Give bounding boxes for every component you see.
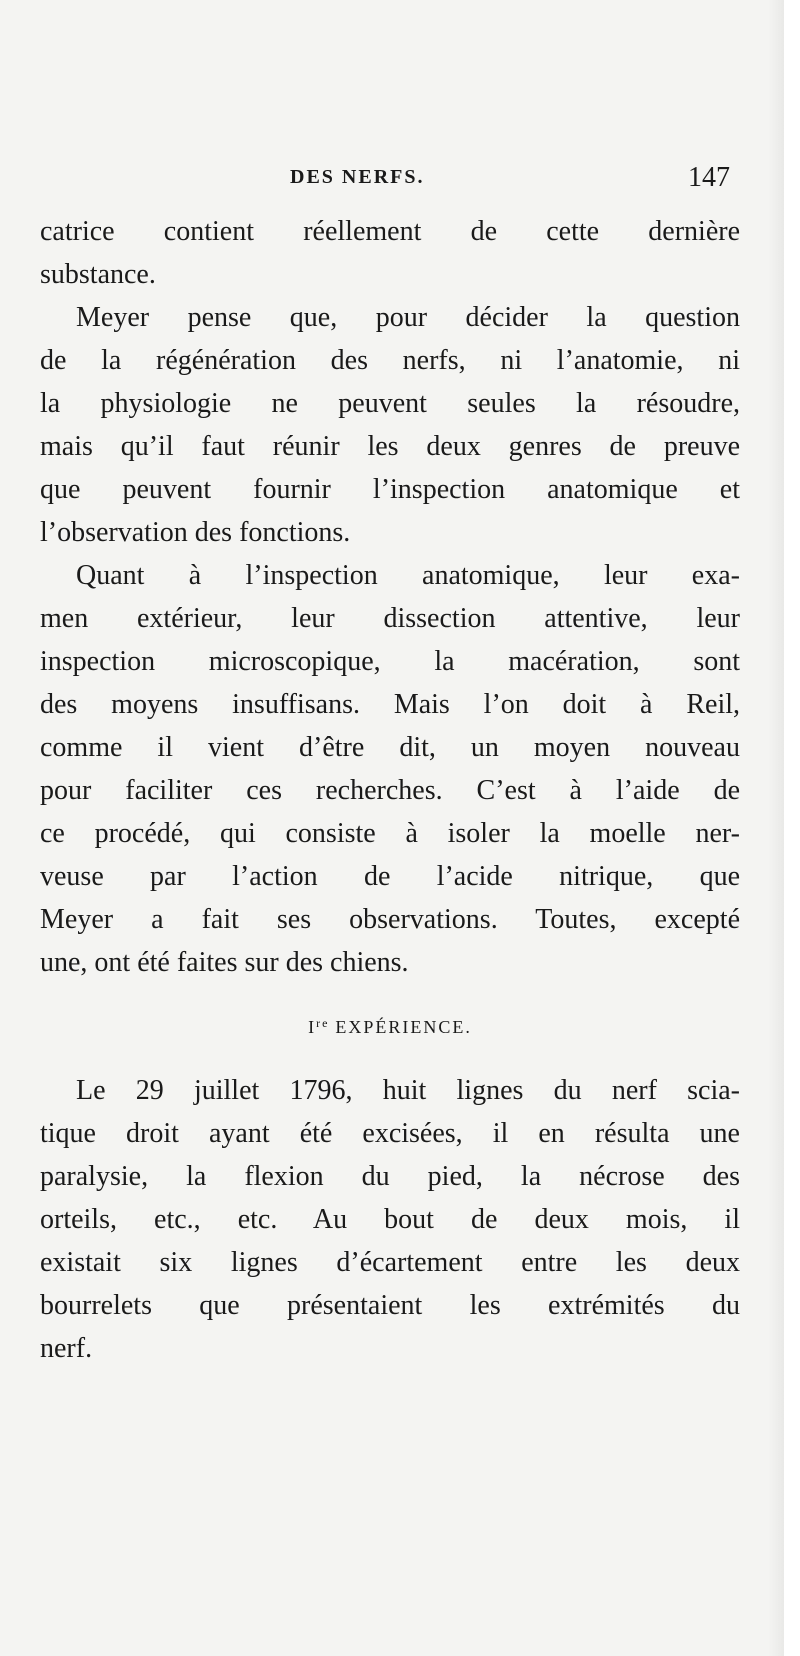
text-line: comme il vient d’être dit, un moyen nouveau [40, 732, 740, 763]
text-line: Meyer pense que, pour décider la question [76, 302, 740, 333]
text-line: Quant à l’inspection anatomique, leur exa- [76, 560, 740, 591]
text-line: Meyer a fait ses observations. Toutes, excepté [40, 904, 740, 935]
text-line: tique droit ayant été excisées, il en résulta une [40, 1118, 740, 1149]
heading-superscript: re [316, 1016, 330, 1030]
text-line: que peuvent fournir l’inspection anatomique et [40, 474, 740, 505]
text-line: inspection microscopique, la macération, sont [40, 646, 740, 677]
section-heading [40, 1002, 740, 1045]
paragraph-inspection [40, 554, 740, 984]
heading-text: EXPÉRIENCE. [335, 1017, 472, 1037]
text-line: la physiologie ne peuvent seules la résoudre, [40, 388, 740, 419]
text-line: ce procédé, qui consiste à isoler la moelle ner- [40, 818, 740, 849]
text-line: une, ont été faites sur des chiens. [40, 947, 409, 978]
text-line: existait six lignes d’écartement entre les deux [40, 1247, 740, 1278]
body-text [40, 210, 740, 1370]
text-line: veuse par l’action de l’acide nitrique, que [40, 861, 740, 892]
text-line: des moyens insuffisans. Mais l’on doit à Reil, [40, 689, 740, 720]
text-line: catrice contient réellement de cette dernière [40, 216, 740, 247]
text-line: orteils, etc., etc. Au bout de deux mois, il [40, 1204, 740, 1235]
text-line: mais qu’il faut réunir les deux genres de preuve [40, 431, 740, 462]
heading-roman: I [308, 1017, 317, 1037]
text-line: pour faciliter ces recherches. C’est à l’aide de [40, 775, 740, 806]
running-head [0, 162, 784, 200]
paragraph-experiment [40, 1069, 740, 1370]
text-line: Le 29 juillet 1796, huit lignes du nerf scia- [76, 1075, 740, 1106]
paragraph-continuation [40, 210, 740, 296]
text-line: men extérieur, leur dissection attentive, leur [40, 603, 740, 634]
paragraph-meyer [40, 296, 740, 554]
text-line: l’observation des fonctions. [40, 517, 351, 548]
running-title: DES NERFS. [290, 166, 425, 188]
text-line: nerf. [40, 1333, 93, 1364]
text-line: paralysie, la flexion du pied, la nécrose des [40, 1161, 740, 1192]
text-line: de la régénération des nerfs, ni l’anatomie, ni [40, 345, 740, 376]
text-line: substance. [40, 259, 156, 290]
page-number: 147 [688, 162, 730, 193]
text-line: bourrelets que présentaient les extrémités du [40, 1290, 740, 1321]
